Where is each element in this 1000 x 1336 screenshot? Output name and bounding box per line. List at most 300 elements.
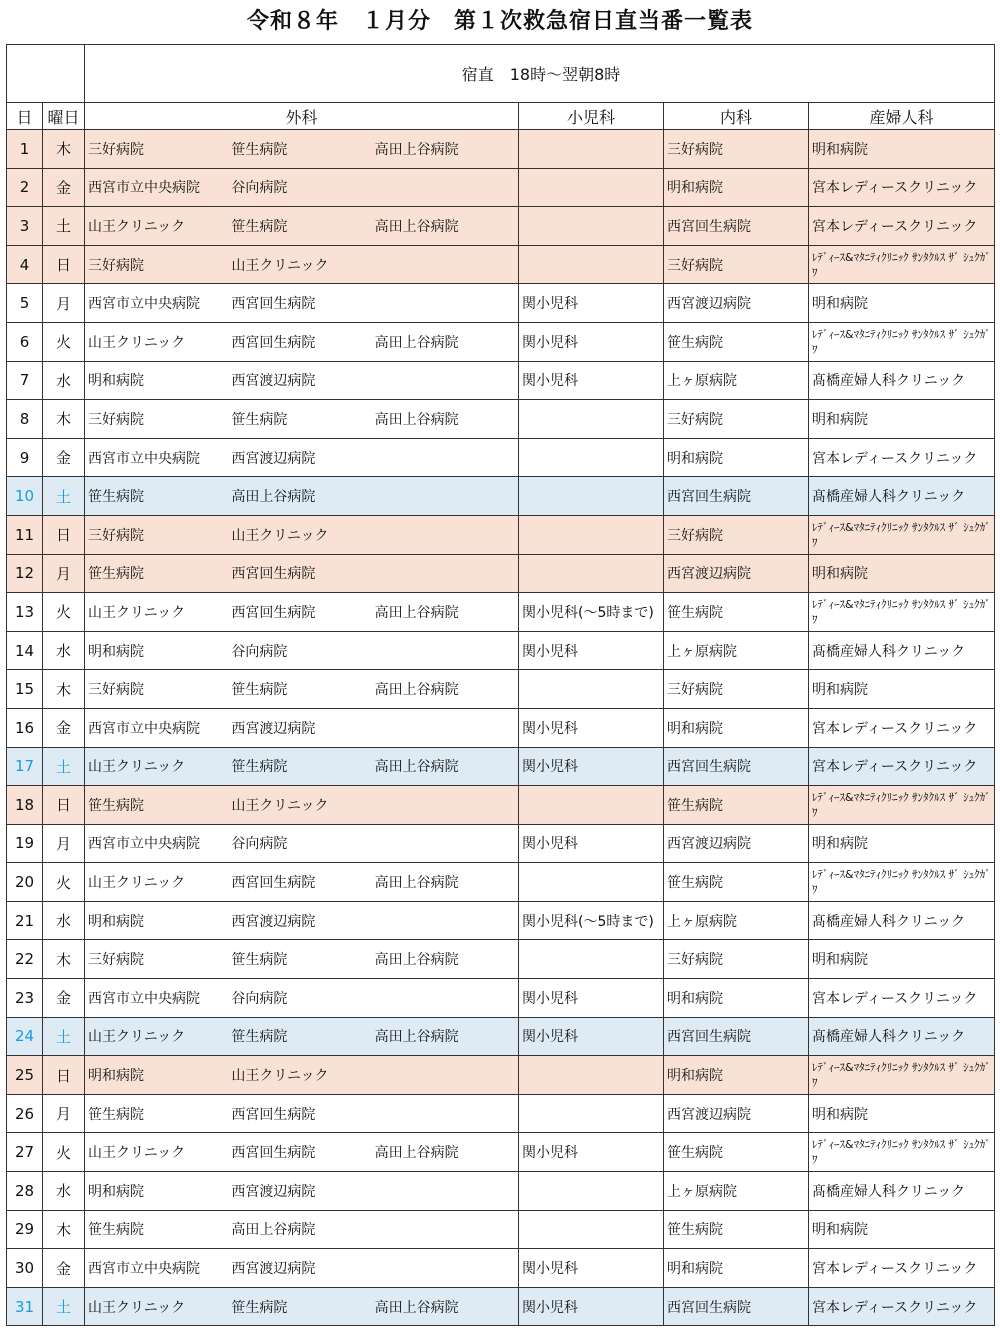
surgery-cell xyxy=(85,130,519,169)
weekday-cell: 金 xyxy=(43,438,85,477)
internal-cell: 西宮渡辺病院 xyxy=(664,1094,809,1133)
day-cell: 26 xyxy=(7,1094,43,1133)
internal-cell: 上ヶ原病院 xyxy=(664,361,809,400)
obgyn-cell: 髙橋産婦人科クリニック xyxy=(809,1172,995,1211)
surgery-hospital xyxy=(375,795,518,815)
surgery-cell xyxy=(85,438,519,477)
internal-cell: 西宮回生病院 xyxy=(664,207,809,246)
table-row xyxy=(7,979,995,1018)
obgyn-cell: ﾚﾃﾞｨｰｽ&ﾏﾀﾆﾃｨｸﾘﾆｯｸ ｻﾝﾀｸﾙｽ ｻﾞ ｼｭｸｶﾞﾜ xyxy=(809,245,995,284)
table-row xyxy=(7,1056,995,1095)
obgyn-cell: 明和病院 xyxy=(809,824,995,863)
obgyn-cell: 明和病院 xyxy=(809,130,995,169)
surgery-hospital: 三好病院 xyxy=(88,952,144,969)
day-cell: 13 xyxy=(7,593,43,632)
internal-cell: 三好病院 xyxy=(664,130,809,169)
surgery-hospital: 西宮回生病院 xyxy=(231,296,316,313)
table-row xyxy=(7,1210,995,1249)
internal-cell: 笹生病院 xyxy=(664,863,809,902)
obgyn-cell: 宮本レディースクリニック xyxy=(809,979,995,1018)
weekday-cell: 日 xyxy=(43,1056,85,1095)
weekday-cell: 木 xyxy=(43,130,85,169)
table-row xyxy=(7,477,995,516)
weekday-cell: 月 xyxy=(43,824,85,863)
internal-cell: 西宮回生病院 xyxy=(664,477,809,516)
obgyn-cell: ﾚﾃﾞｨｰｽ&ﾏﾀﾆﾃｨｸﾘﾆｯｸ ｻﾝﾀｸﾙｽ ｻﾞ ｼｭｸｶﾞﾜ xyxy=(809,1133,995,1172)
day-cell: 11 xyxy=(7,515,43,554)
surgery-hospital: 西宮市立中央病院 xyxy=(88,180,200,197)
table-row xyxy=(7,168,995,207)
obgyn-cell: 宮本レディースクリニック xyxy=(809,1287,995,1326)
surgery-hospital: 西宮回生病院 xyxy=(231,1145,316,1162)
surgery-hospital: 西宮渡辺病院 xyxy=(231,1261,316,1278)
day-cell: 17 xyxy=(7,747,43,786)
surgery-hospital: 高田上谷病院 xyxy=(374,682,459,699)
day-cell: 1 xyxy=(7,130,43,169)
surgery-cell xyxy=(85,1287,519,1326)
surgery-cell xyxy=(85,1056,519,1095)
surgery-cell xyxy=(85,786,519,825)
obgyn-cell: 明和病院 xyxy=(809,400,995,439)
surgery-hospital xyxy=(375,1065,518,1085)
surgery-hospital: 笹生病院 xyxy=(231,952,288,969)
pediatrics-cell xyxy=(519,477,664,516)
surgery-hospital: 西宮回生病院 xyxy=(231,604,316,621)
table-row xyxy=(7,670,995,709)
pediatrics-cell xyxy=(519,245,664,284)
obgyn-cell: ﾚﾃﾞｨｰｽ&ﾏﾀﾆﾃｨｸﾘﾆｯｸ ｻﾝﾀｸﾙｽ ｻﾞ ｼｭｸｶﾞﾜ xyxy=(809,863,995,902)
day-cell: 4 xyxy=(7,245,43,284)
internal-cell: 笹生病院 xyxy=(664,1133,809,1172)
surgery-hospital: 西宮回生病院 xyxy=(231,875,316,892)
table-row xyxy=(7,400,995,439)
surgery-cell xyxy=(85,1210,519,1249)
day-cell: 27 xyxy=(7,1133,43,1172)
pediatrics-cell xyxy=(519,863,664,902)
pediatrics-cell xyxy=(519,400,664,439)
table-row xyxy=(7,361,995,400)
weekday-cell: 月 xyxy=(43,554,85,593)
surgery-cell xyxy=(85,747,519,786)
internal-cell: 笹生病院 xyxy=(664,786,809,825)
surgery-hospital xyxy=(375,833,518,853)
surgery-hospital: 高田上谷病院 xyxy=(374,334,459,351)
weekday-cell: 土 xyxy=(43,747,85,786)
table-row xyxy=(7,901,995,940)
internal-cell: 三好病院 xyxy=(664,515,809,554)
internal-cell: 明和病院 xyxy=(664,168,809,207)
day-cell: 3 xyxy=(7,207,43,246)
weekday-cell: 金 xyxy=(43,708,85,747)
pediatrics-cell: 関小児科(～5時まで) xyxy=(519,593,664,632)
pediatrics-cell: 関小児科 xyxy=(519,1249,664,1288)
obgyn-cell: 明和病院 xyxy=(809,1210,995,1249)
day-cell: 10 xyxy=(7,477,43,516)
surgery-hospital xyxy=(375,911,518,931)
day-cell: 29 xyxy=(7,1210,43,1249)
surgery-hospital: 三好病院 xyxy=(88,257,144,274)
table-row xyxy=(7,207,995,246)
weekday-cell: 木 xyxy=(43,670,85,709)
table-row xyxy=(7,631,995,670)
table-row xyxy=(7,284,995,323)
weekday-cell: 土 xyxy=(43,477,85,516)
pediatrics-cell: 関小児科 xyxy=(519,1133,664,1172)
internal-cell: 上ヶ原病院 xyxy=(664,901,809,940)
surgery-hospital: 西宮市立中央病院 xyxy=(88,1261,200,1278)
day-cell: 14 xyxy=(7,631,43,670)
pediatrics-cell: 関小児科 xyxy=(519,322,664,361)
obgyn-cell: 髙橋産婦人科クリニック xyxy=(809,631,995,670)
surgery-hospital: 西宮渡辺病院 xyxy=(231,1183,316,1200)
obgyn-cell: ﾚﾃﾞｨｰｽ&ﾏﾀﾆﾃｨｸﾘﾆｯｸ ｻﾝﾀｸﾙｽ ｻﾞ ｼｭｸｶﾞﾜ xyxy=(809,322,995,361)
surgery-cell xyxy=(85,554,519,593)
weekday-cell: 木 xyxy=(43,940,85,979)
surgery-hospital: 山王クリニック xyxy=(88,1145,186,1162)
surgery-hospital: 高田上谷病院 xyxy=(374,1299,459,1316)
surgery-hospital: 谷向病院 xyxy=(231,836,288,853)
surgery-cell xyxy=(85,207,519,246)
weekday-cell: 水 xyxy=(43,361,85,400)
obgyn-cell: 明和病院 xyxy=(809,940,995,979)
surgery-hospital: 笹生病院 xyxy=(231,682,288,699)
surgery-hospital: 三好病院 xyxy=(88,527,144,544)
pediatrics-cell: 関小児科 xyxy=(519,979,664,1018)
day-cell: 7 xyxy=(7,361,43,400)
internal-cell: 三好病院 xyxy=(664,245,809,284)
surgery-hospital: 明和病院 xyxy=(88,373,144,390)
internal-cell: 三好病院 xyxy=(664,940,809,979)
table-row xyxy=(7,554,995,593)
obgyn-cell: ﾚﾃﾞｨｰｽ&ﾏﾀﾆﾃｨｸﾘﾆｯｸ ｻﾝﾀｸﾙｽ ｻﾞ ｼｭｸｶﾞﾜ xyxy=(809,1056,995,1095)
weekday-cell: 日 xyxy=(43,245,85,284)
pediatrics-cell xyxy=(519,670,664,709)
surgery-hospital: 西宮市立中央病院 xyxy=(88,450,200,467)
surgery-hospital: 明和病院 xyxy=(88,913,144,930)
surgery-cell xyxy=(85,400,519,439)
surgery-hospital xyxy=(375,293,518,313)
obgyn-cell: 宮本レディースクリニック xyxy=(809,708,995,747)
surgery-cell xyxy=(85,168,519,207)
surgery-hospital: 西宮渡辺病院 xyxy=(231,450,316,467)
internal-cell: 三好病院 xyxy=(664,400,809,439)
column-header-row xyxy=(7,103,995,130)
internal-cell: 西宮回生病院 xyxy=(664,1017,809,1056)
surgery-hospital: 高田上谷病院 xyxy=(374,875,459,892)
surgery-cell xyxy=(85,322,519,361)
surgery-hospital: 笹生病院 xyxy=(231,218,288,235)
surgery-cell xyxy=(85,1133,519,1172)
surgery-cell xyxy=(85,824,519,863)
surgery-hospital: 西宮回生病院 xyxy=(231,566,316,583)
surgery-hospital xyxy=(375,1181,518,1201)
table-row xyxy=(7,322,995,361)
obgyn-cell: 髙橋産婦人科クリニック xyxy=(809,1017,995,1056)
weekday-cell: 火 xyxy=(43,593,85,632)
day-cell: 6 xyxy=(7,322,43,361)
surgery-hospital: 笹生病院 xyxy=(88,489,144,506)
corner-cell xyxy=(7,45,85,103)
pediatrics-cell xyxy=(519,1210,664,1249)
surgery-hospital: 山王クリニック xyxy=(88,875,186,892)
table-row xyxy=(7,1287,995,1326)
weekday-cell: 火 xyxy=(43,322,85,361)
internal-cell: 笹生病院 xyxy=(664,593,809,632)
day-cell: 2 xyxy=(7,168,43,207)
surgery-hospital: 西宮市立中央病院 xyxy=(88,990,200,1007)
surgery-hospital: 高田上谷病院 xyxy=(374,604,459,621)
surgery-cell xyxy=(85,284,519,323)
weekday-cell: 金 xyxy=(43,979,85,1018)
page-title: 令和８年 １月分 第１次救急宿日直当番一覧表 xyxy=(246,9,753,34)
surgery-hospital: 笹生病院 xyxy=(88,1222,144,1239)
table-row xyxy=(7,593,995,632)
pediatrics-cell: 関小児科 xyxy=(519,1017,664,1056)
day-cell: 9 xyxy=(7,438,43,477)
weekday-cell: 月 xyxy=(43,1094,85,1133)
table-row xyxy=(7,438,995,477)
day-cell: 28 xyxy=(7,1172,43,1211)
surgery-hospital: 笹生病院 xyxy=(231,1029,288,1046)
pediatrics-cell xyxy=(519,438,664,477)
day-cell: 12 xyxy=(7,554,43,593)
internal-cell: 明和病院 xyxy=(664,1056,809,1095)
surgery-hospital: 山王クリニック xyxy=(231,257,329,274)
surgery-cell xyxy=(85,1017,519,1056)
day-cell: 19 xyxy=(7,824,43,863)
surgery-hospital: 高田上谷病院 xyxy=(374,218,459,235)
table-row xyxy=(7,786,995,825)
day-cell: 5 xyxy=(7,284,43,323)
obgyn-cell: 明和病院 xyxy=(809,1094,995,1133)
day-cell: 31 xyxy=(7,1287,43,1326)
day-cell: 22 xyxy=(7,940,43,979)
header-day: 日 xyxy=(7,103,43,130)
pediatrics-cell xyxy=(519,1056,664,1095)
table-row xyxy=(7,515,995,554)
pediatrics-cell xyxy=(519,940,664,979)
table-row xyxy=(7,1172,995,1211)
header-obgyn: 産婦人科 xyxy=(809,103,995,130)
weekday-cell: 金 xyxy=(43,1249,85,1288)
surgery-hospital: 高田上谷病院 xyxy=(374,411,459,428)
surgery-cell xyxy=(85,593,519,632)
obgyn-cell: ﾚﾃﾞｨｰｽ&ﾏﾀﾆﾃｨｸﾘﾆｯｸ ｻﾝﾀｸﾙｽ ｻﾞ ｼｭｸｶﾞﾜ xyxy=(809,786,995,825)
obgyn-cell: ﾚﾃﾞｨｰｽ&ﾏﾀﾆﾃｨｸﾘﾆｯｸ ｻﾝﾀｸﾙｽ ｻﾞ ｼｭｸｶﾞﾜ xyxy=(809,515,995,554)
weekday-cell: 土 xyxy=(43,1017,85,1056)
surgery-hospital: 高田上谷病院 xyxy=(374,1029,459,1046)
day-cell: 20 xyxy=(7,863,43,902)
surgery-hospital: 西宮回生病院 xyxy=(231,334,316,351)
pediatrics-cell: 関小児科 xyxy=(519,631,664,670)
surgery-hospital: 谷向病院 xyxy=(231,180,288,197)
pediatrics-cell xyxy=(519,554,664,593)
pediatrics-cell xyxy=(519,515,664,554)
shift-label: 宿直 18時～翌朝8時 xyxy=(85,45,995,103)
surgery-hospital: 笹生病院 xyxy=(88,566,144,583)
surgery-cell xyxy=(85,1249,519,1288)
surgery-hospital: 西宮市立中央病院 xyxy=(88,836,200,853)
surgery-hospital xyxy=(375,718,518,738)
surgery-hospital: 山王クリニック xyxy=(231,797,329,814)
surgery-hospital xyxy=(375,525,518,545)
table-row xyxy=(7,1094,995,1133)
pediatrics-cell: 関小児科 xyxy=(519,1287,664,1326)
surgery-hospital xyxy=(375,988,518,1008)
surgery-hospital: 西宮渡辺病院 xyxy=(231,913,316,930)
header-weekday: 曜日 xyxy=(43,103,85,130)
surgery-hospital: 山王クリニック xyxy=(88,334,186,351)
table-row xyxy=(7,747,995,786)
surgery-cell xyxy=(85,901,519,940)
internal-cell: 西宮回生病院 xyxy=(664,747,809,786)
internal-cell: 明和病院 xyxy=(664,1249,809,1288)
surgery-hospital: 山王クリニック xyxy=(88,759,186,776)
surgery-cell xyxy=(85,361,519,400)
day-cell: 15 xyxy=(7,670,43,709)
surgery-cell xyxy=(85,1172,519,1211)
header-internal: 内科 xyxy=(664,103,809,130)
table-row xyxy=(7,940,995,979)
internal-cell: 上ヶ原病院 xyxy=(664,631,809,670)
surgery-cell xyxy=(85,940,519,979)
pediatrics-cell: 関小児科 xyxy=(519,747,664,786)
weekday-cell: 土 xyxy=(43,1287,85,1326)
day-cell: 18 xyxy=(7,786,43,825)
surgery-hospital: 三好病院 xyxy=(88,411,144,428)
surgery-hospital: 高田上谷病院 xyxy=(231,489,316,506)
surgery-cell xyxy=(85,245,519,284)
day-cell: 23 xyxy=(7,979,43,1018)
surgery-hospital: 高田上谷病院 xyxy=(231,1222,316,1239)
pediatrics-cell: 関小児科 xyxy=(519,284,664,323)
surgery-hospital: 笹生病院 xyxy=(231,141,288,158)
pediatrics-cell: 関小児科 xyxy=(519,708,664,747)
weekday-cell: 水 xyxy=(43,901,85,940)
internal-cell: 笹生病院 xyxy=(664,1210,809,1249)
surgery-hospital: 西宮渡辺病院 xyxy=(231,720,316,737)
surgery-hospital: 笹生病院 xyxy=(88,797,144,814)
surgery-cell xyxy=(85,631,519,670)
surgery-hospital: 西宮回生病院 xyxy=(231,1106,316,1123)
surgery-hospital: 山王クリニック xyxy=(231,527,329,544)
surgery-hospital: 高田上谷病院 xyxy=(374,759,459,776)
table-row xyxy=(7,1133,995,1172)
surgery-hospital: 笹生病院 xyxy=(88,1106,144,1123)
surgery-hospital: 三好病院 xyxy=(88,141,144,158)
internal-cell: 三好病院 xyxy=(664,670,809,709)
obgyn-cell: 明和病院 xyxy=(809,670,995,709)
internal-cell: 笹生病院 xyxy=(664,322,809,361)
weekday-cell: 木 xyxy=(43,400,85,439)
weekday-cell: 水 xyxy=(43,1172,85,1211)
obgyn-cell: 宮本レディースクリニック xyxy=(809,168,995,207)
header-surgery: 外科 xyxy=(85,103,519,130)
pediatrics-cell: 関小児科(～5時まで) xyxy=(519,901,664,940)
weekday-cell: 火 xyxy=(43,1133,85,1172)
table-row xyxy=(7,245,995,284)
surgery-hospital: 西宮渡辺病院 xyxy=(231,373,316,390)
obgyn-cell: 宮本レディースクリニック xyxy=(809,438,995,477)
day-cell: 16 xyxy=(7,708,43,747)
obgyn-cell: 宮本レディースクリニック xyxy=(809,747,995,786)
weekday-cell: 土 xyxy=(43,207,85,246)
shift-header-row xyxy=(7,45,995,103)
surgery-hospital: 明和病院 xyxy=(88,1068,144,1085)
surgery-hospital xyxy=(375,448,518,468)
surgery-cell xyxy=(85,670,519,709)
surgery-cell xyxy=(85,708,519,747)
surgery-hospital xyxy=(375,255,518,275)
internal-cell: 上ヶ原病院 xyxy=(664,1172,809,1211)
internal-cell: 西宮渡辺病院 xyxy=(664,824,809,863)
table-row xyxy=(7,863,995,902)
obgyn-cell: 明和病院 xyxy=(809,554,995,593)
weekday-cell: 金 xyxy=(43,168,85,207)
obgyn-cell: 宮本レディースクリニック xyxy=(809,1249,995,1288)
surgery-cell xyxy=(85,863,519,902)
table-row xyxy=(7,708,995,747)
obgyn-cell: 髙橋産婦人科クリニック xyxy=(809,901,995,940)
obgyn-cell: ﾚﾃﾞｨｰｽ&ﾏﾀﾆﾃｨｸﾘﾆｯｸ ｻﾝﾀｸﾙｽ ｻﾞ ｼｭｸｶﾞﾜ xyxy=(809,593,995,632)
weekday-cell: 日 xyxy=(43,515,85,554)
internal-cell: 西宮渡辺病院 xyxy=(664,284,809,323)
internal-cell: 明和病院 xyxy=(664,438,809,477)
pediatrics-cell xyxy=(519,786,664,825)
surgery-hospital xyxy=(375,486,518,506)
table-row xyxy=(7,824,995,863)
weekday-cell: 木 xyxy=(43,1210,85,1249)
day-cell: 21 xyxy=(7,901,43,940)
surgery-hospital: 山王クリニック xyxy=(88,1299,186,1316)
surgery-hospital: 高田上谷病院 xyxy=(374,1145,459,1162)
internal-cell: 西宮回生病院 xyxy=(664,1287,809,1326)
surgery-hospital xyxy=(375,177,518,197)
day-cell: 25 xyxy=(7,1056,43,1095)
surgery-hospital: 山王クリニック xyxy=(88,604,186,621)
surgery-hospital: 西宮市立中央病院 xyxy=(88,296,200,313)
surgery-hospital xyxy=(375,1104,518,1124)
surgery-hospital xyxy=(375,641,518,661)
surgery-hospital: 明和病院 xyxy=(88,643,144,660)
internal-cell: 西宮渡辺病院 xyxy=(664,554,809,593)
weekday-cell: 月 xyxy=(43,284,85,323)
table-row xyxy=(7,1249,995,1288)
weekday-cell: 火 xyxy=(43,863,85,902)
pediatrics-cell xyxy=(519,1172,664,1211)
weekday-cell: 水 xyxy=(43,631,85,670)
surgery-cell xyxy=(85,515,519,554)
surgery-hospital xyxy=(375,1219,518,1239)
surgery-hospital: 高田上谷病院 xyxy=(374,952,459,969)
obgyn-cell: 髙橋産婦人科クリニック xyxy=(809,477,995,516)
weekday-cell: 日 xyxy=(43,786,85,825)
surgery-cell xyxy=(85,979,519,1018)
day-cell: 24 xyxy=(7,1017,43,1056)
header-pediatrics: 小児科 xyxy=(519,103,664,130)
pediatrics-cell xyxy=(519,130,664,169)
obgyn-cell: 宮本レディースクリニック xyxy=(809,207,995,246)
surgery-hospital: 山王クリニック xyxy=(88,1029,186,1046)
surgery-hospital xyxy=(375,563,518,583)
surgery-hospital: 西宮市立中央病院 xyxy=(88,720,200,737)
surgery-hospital: 三好病院 xyxy=(88,682,144,699)
surgery-hospital: 笹生病院 xyxy=(231,1299,288,1316)
surgery-hospital: 笹生病院 xyxy=(231,759,288,776)
internal-cell: 明和病院 xyxy=(664,979,809,1018)
surgery-hospital xyxy=(375,370,518,390)
pediatrics-cell: 関小児科 xyxy=(519,361,664,400)
